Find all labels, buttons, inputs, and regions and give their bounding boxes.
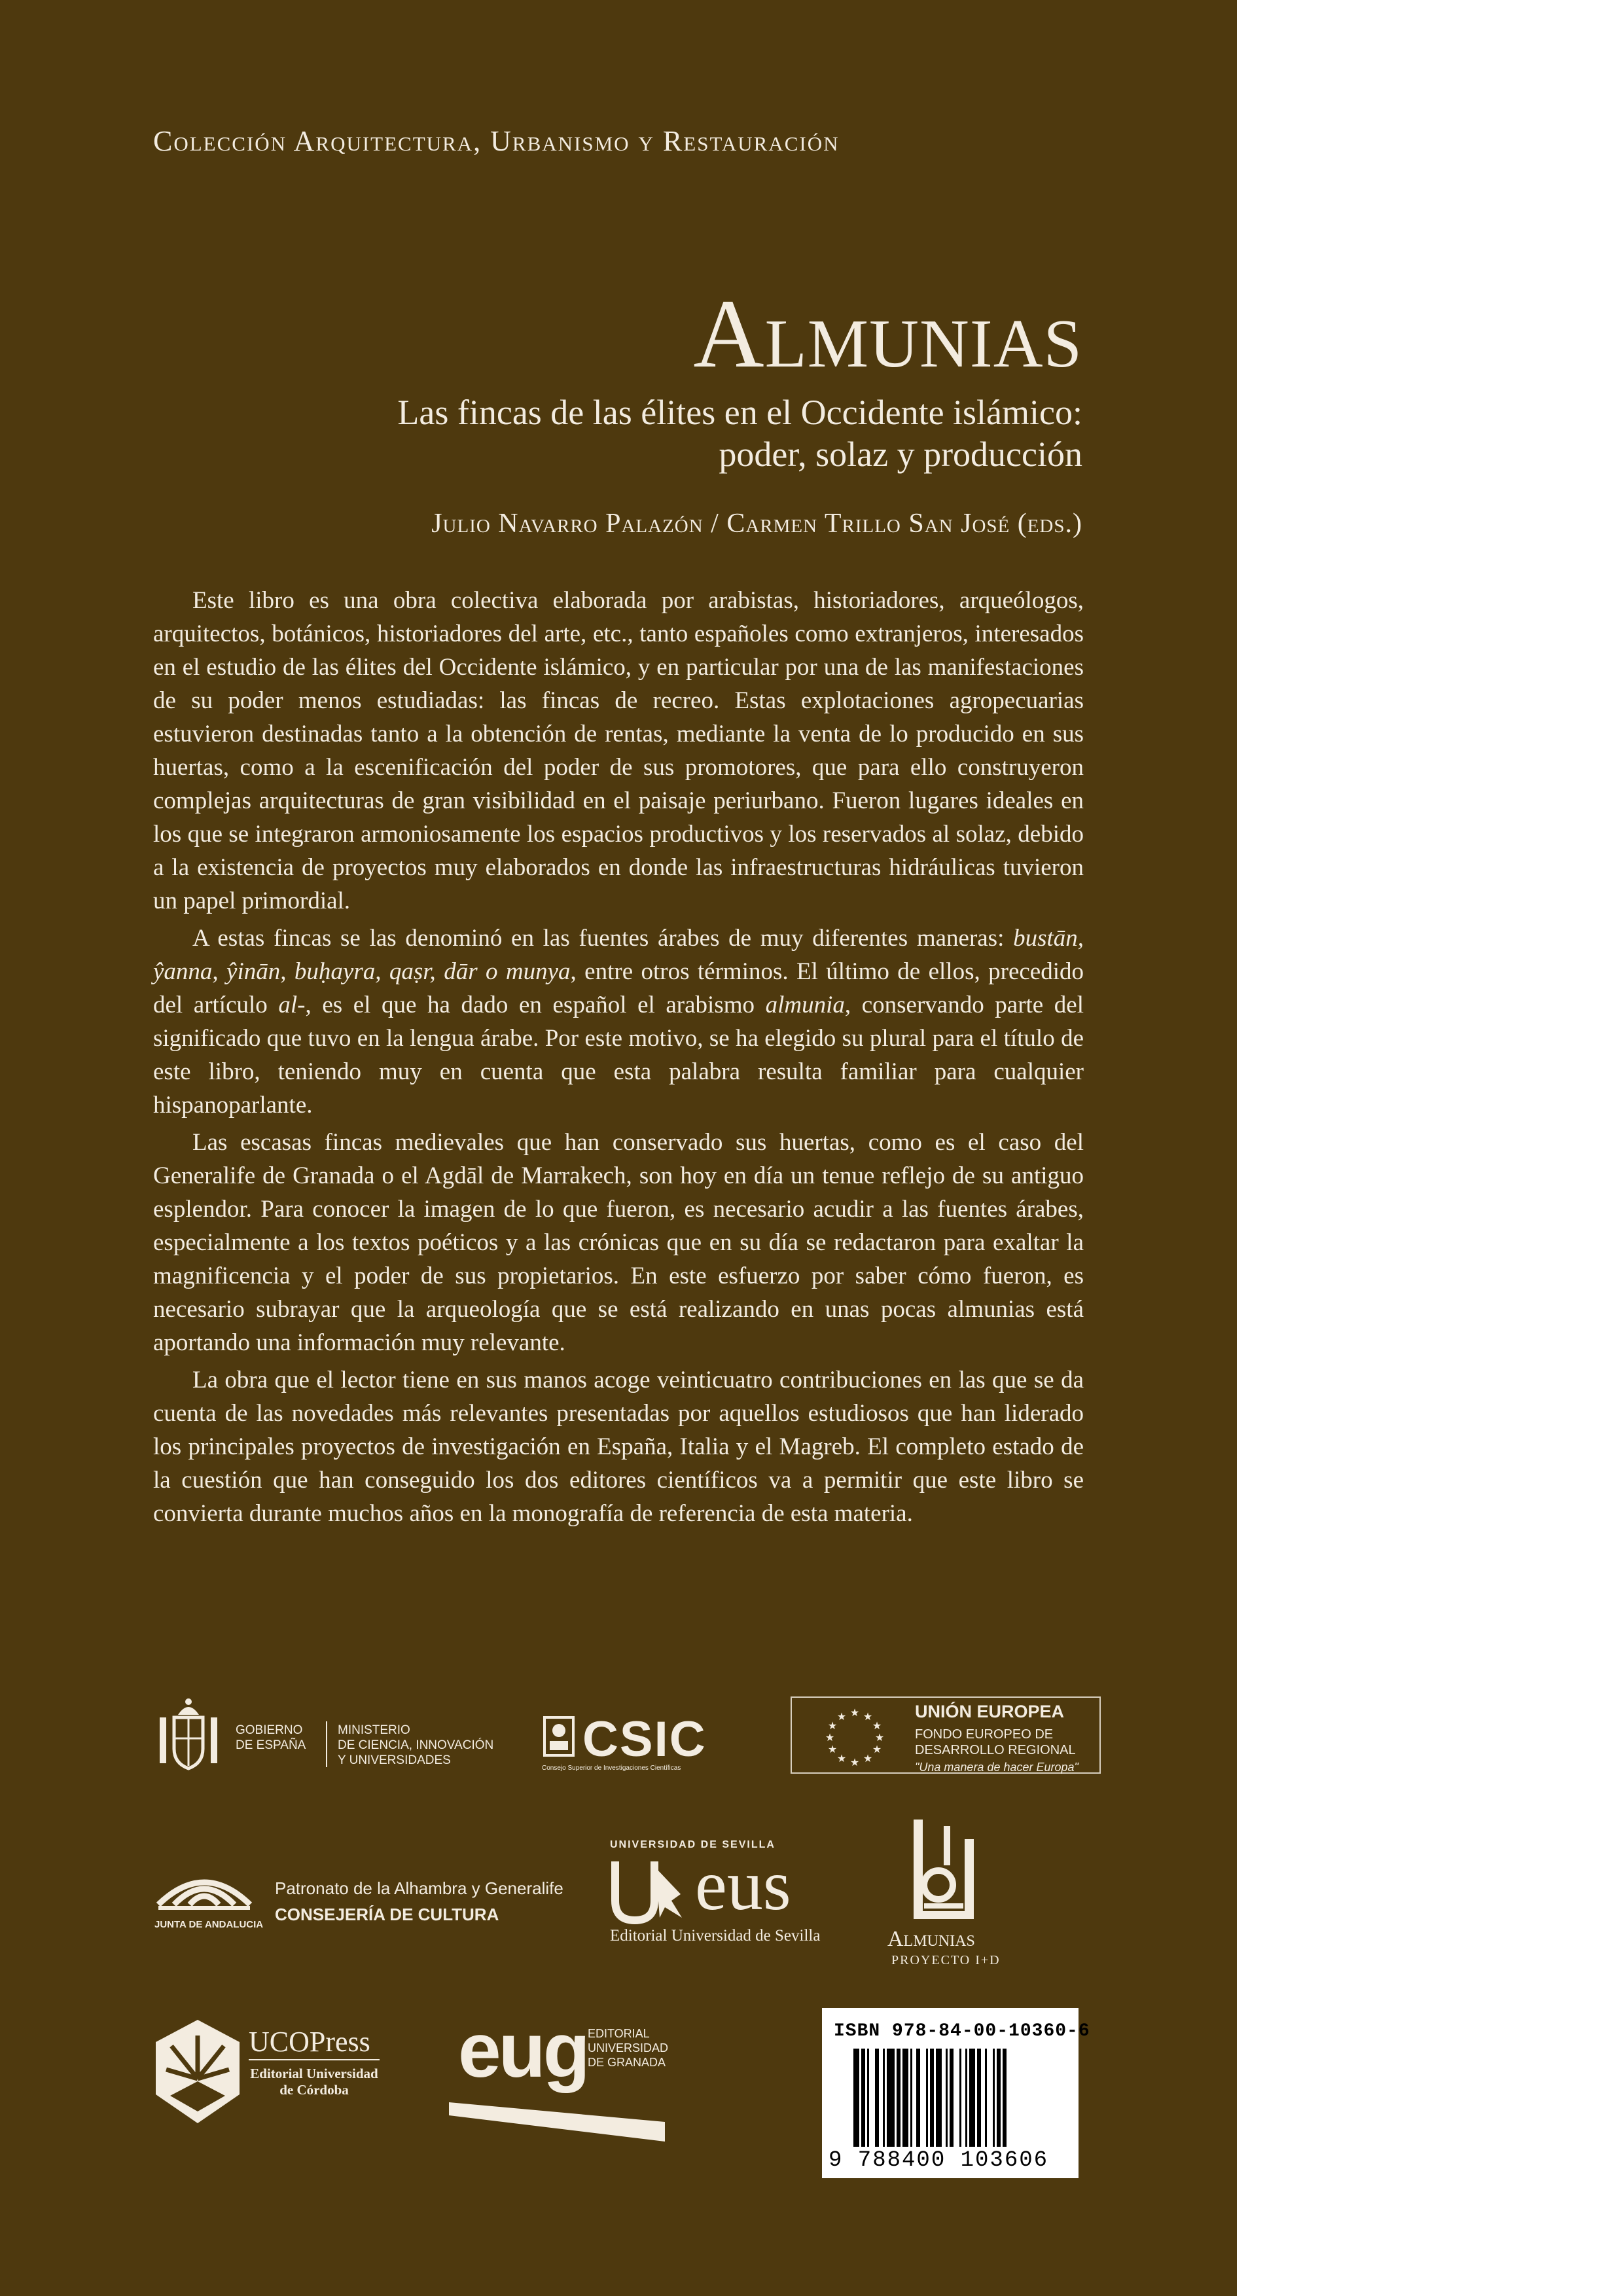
collection-name: Colección Arquitectura, Urbanismo y Restauración: [153, 125, 840, 157]
svg-text:★: ★: [874, 1731, 885, 1744]
barcode-bar: [887, 2049, 895, 2147]
barcode-bar: [959, 2049, 961, 2147]
text-span: , es el que ha dado en español el arabismo: [305, 992, 766, 1018]
divider: [326, 1721, 327, 1767]
spain-coat-of-arms-logo: [156, 1698, 221, 1780]
eug-subtitle-line: UNIVERSIDAD: [588, 2041, 669, 2054]
eu-fund-line: DESARROLLO REGIONAL: [915, 1743, 1076, 1757]
barcode-bar: [897, 2049, 901, 2147]
eu-flag-icon: [821, 1704, 889, 1769]
consejeria-label: CONSEJERÍA DE CULTURA: [275, 1905, 499, 1924]
barcode-bar: [946, 2049, 948, 2147]
book-title: Almunias: [693, 279, 1082, 388]
barcode-bar: [910, 2049, 912, 2147]
svg-text:★: ★: [872, 1719, 882, 1732]
barcode-bar: [853, 2049, 859, 2147]
eus-wordmark: eus: [695, 1845, 791, 1925]
ministerio-line: DE CIENCIA, INNOVACIÓN: [338, 1738, 494, 1752]
blurb-paragraph-1: Este libro es una obra colectiva elaborada por arabistas, historiadores, arqueólogos, arquitectos, botánicos, historiadores del arte, etc., tanto españoles como extranjeros, interesados en el estudio de las élites del Occidente islámico, y en particular por una de las manifestaciones de su poder menos estudiadas: las fincas de recreo. Estas explotaciones agropecuarias estuvieron destinadas tanto a la obtención de rentas, mediante la venta de lo producido en sus huertas, como a la escenificación del poder de sus promotores, que para ello construyeron complejas arquitecturas de gran visibilidad en el paisaje periurbano. Fueron lugares ideales en los que se integraron armoniosamente los espacios productivos y los reservados al solaz, debido a la existencia de proyectos muy elaborados en donde las infraestructuras hidráulicas tuvieron un papel primordial.: [153, 587, 1084, 914]
ministerio-label: [338, 1723, 493, 1768]
svg-text:★: ★: [863, 1752, 873, 1765]
eu-fund-line: FONDO EUROPEO DE: [915, 1727, 1054, 1742]
barcode-bar: [883, 2049, 885, 2147]
barcode-bar: [875, 2049, 879, 2147]
subtitle-line-1: Las fincas de las élites en el Occidente islámico:: [397, 393, 1082, 432]
us-arc-text: UNIVERSIDAD DE SEVILLA: [610, 1839, 776, 1850]
subtitle-line-2: poder, solaz y producción: [719, 435, 1082, 474]
barcode-bar: [926, 2049, 928, 2147]
gobierno-label: [236, 1723, 306, 1753]
almunia-word: almunia: [765, 992, 845, 1018]
divider: [249, 2059, 380, 2060]
coat-of-arms-icon: [156, 1698, 221, 1776]
barcode-bar: [930, 2049, 934, 2147]
svg-text:★: ★: [827, 1719, 838, 1732]
barcode-bar: [916, 2049, 920, 2147]
svg-text:★: ★: [849, 1706, 860, 1719]
gobierno-line: GOBIERNO: [236, 1723, 303, 1737]
blurb-paragraph-4: La obra que el lector tiene en sus manos acoge veinticuatro contribuciones en las que se da cuenta de las novedades más relevantes presentadas por aquellos estudiosos que han liderado los principales proyectos de investigación en España, Italia y el Magreb. El completo estado de la cuestión que han conseguido los dos editores científicos va a permitir que este libro se convierta durante muchos años en la monografía de referencia de esta materia.: [153, 1367, 1084, 1527]
junta-label: JUNTA DE ANDALUCIA: [154, 1919, 264, 1930]
svg-text:★: ★: [863, 1710, 873, 1723]
barcode-bar: [965, 2049, 967, 2147]
csic-subtitle: Consejo Superior de Investigaciones Científicas: [542, 1765, 681, 1772]
ucopress-subtitle: [249, 2066, 380, 2098]
barcode-bar: [861, 2049, 865, 2147]
blurb-paragraph-3: Las escasas fincas medievales que han conservado sus huertas, como es el caso del Generalife de Granada o el Agdāl de Marrakech, son hoy en día un tenue reflejo de su antiguo esplendor. Para conocer la imagen de lo que fueron, es necesario acudir a las fuentes árabes, especialmente a los textos poéticos y a las crónicas que en su día se redactaron para exaltar la magnificencia y el poder de sus propietarios. En este esfuerzo por saber cómo fueron, es necesario subrayar que la arqueología que se está realizando en unas pocas almunias está aportando una información muy relevante.: [153, 1129, 1084, 1356]
svg-text:★: ★: [872, 1743, 882, 1755]
eug-subtitle: [588, 2026, 668, 2070]
svg-text:★: ★: [849, 1756, 860, 1766]
eu-fund: [915, 1727, 1076, 1758]
arabic-article: al-: [278, 992, 306, 1018]
eus-subtitle: Editorial Universidad de Sevilla: [610, 1927, 821, 1945]
text-span: A estas fincas se las denominó en las fuentes árabes de muy diferentes maneras:: [192, 925, 1014, 952]
svg-text:★: ★: [827, 1743, 838, 1755]
text-span: , conservando parte del significado que tuvo en la lengua árabe. Por este motivo, se ha elegido su plural para el título de este libro, teniendo muy en cuenta que esta palabra resulta familiar para cualquier hispanoparlante.: [153, 992, 1084, 1119]
barcode-bar: [867, 2049, 869, 2147]
ministerio-line: MINISTERIO: [338, 1723, 410, 1737]
barcode-bar: [985, 2049, 987, 2147]
barcode-bar: [993, 2049, 995, 2147]
patronato-label: Patronato de la Alhambra y Generalife: [275, 1878, 563, 1898]
ucopress-subtitle-line: de Córdoba: [279, 2082, 349, 2098]
barcode-bar: [969, 2049, 975, 2147]
book-editors: Julio Navarro Palazón / Carmen Trillo San José (eds.): [431, 509, 1082, 539]
eu-title: UNIÓN EUROPEA: [915, 1702, 1065, 1721]
csic-emblem-icon: [542, 1715, 576, 1758]
ucopress-subtitle-line: Editorial Universidad: [250, 2066, 378, 2081]
eug-wordmark: eug: [458, 2007, 588, 2094]
almunias-project-subtitle: PROYECTO I+D: [891, 1953, 1001, 1967]
text-span: , entre otros términos. El último de ellos, precedido del artículo: [153, 958, 1084, 1018]
almunias-project-title: Almunias: [887, 1927, 975, 1951]
isbn-barcode: [822, 2008, 1090, 2178]
junta-andalucia-logo-icon: [152, 1864, 257, 1920]
barcode-bar: [997, 2049, 1001, 2147]
gobierno-line: DE ESPAÑA: [236, 1738, 306, 1752]
us-emblem-icon: [609, 1855, 694, 1930]
isbn-number: ISBN 978-84-00-10360-6: [834, 2021, 1090, 2041]
barcode-bar: [977, 2049, 981, 2147]
svg-text:★: ★: [836, 1752, 847, 1765]
csic-logo: [542, 1715, 576, 1761]
barcode-bar: [936, 2049, 942, 2147]
svg-text:★: ★: [836, 1710, 847, 1723]
ucopress-emblem-icon: [152, 2016, 243, 2130]
barcode-bar: [902, 2049, 908, 2147]
almunias-project-emblem-icon: [904, 1813, 983, 1928]
barcode-bar: [950, 2049, 954, 2147]
svg-text:★: ★: [825, 1731, 835, 1744]
ministerio-line: Y UNIVERSIDADES: [338, 1753, 451, 1767]
eug-subtitle-line: DE GRANADA: [588, 2056, 666, 2069]
eug-subtitle-line: EDITORIAL: [588, 2027, 650, 2040]
barcode-digits: 9 788400 103606: [829, 2148, 1049, 2173]
ucopress-wordmark: UCOPress: [249, 2026, 370, 2058]
arabic-terms: bustān, ŷanna, ŷinān, buḥayra, qaṣr, dār o munya: [153, 925, 1084, 985]
barcode-bar: [1003, 2049, 1007, 2147]
eu-motto: "Una manera de hacer Europa": [915, 1761, 1079, 1774]
csic-wordmark: CSIC: [582, 1712, 707, 1767]
